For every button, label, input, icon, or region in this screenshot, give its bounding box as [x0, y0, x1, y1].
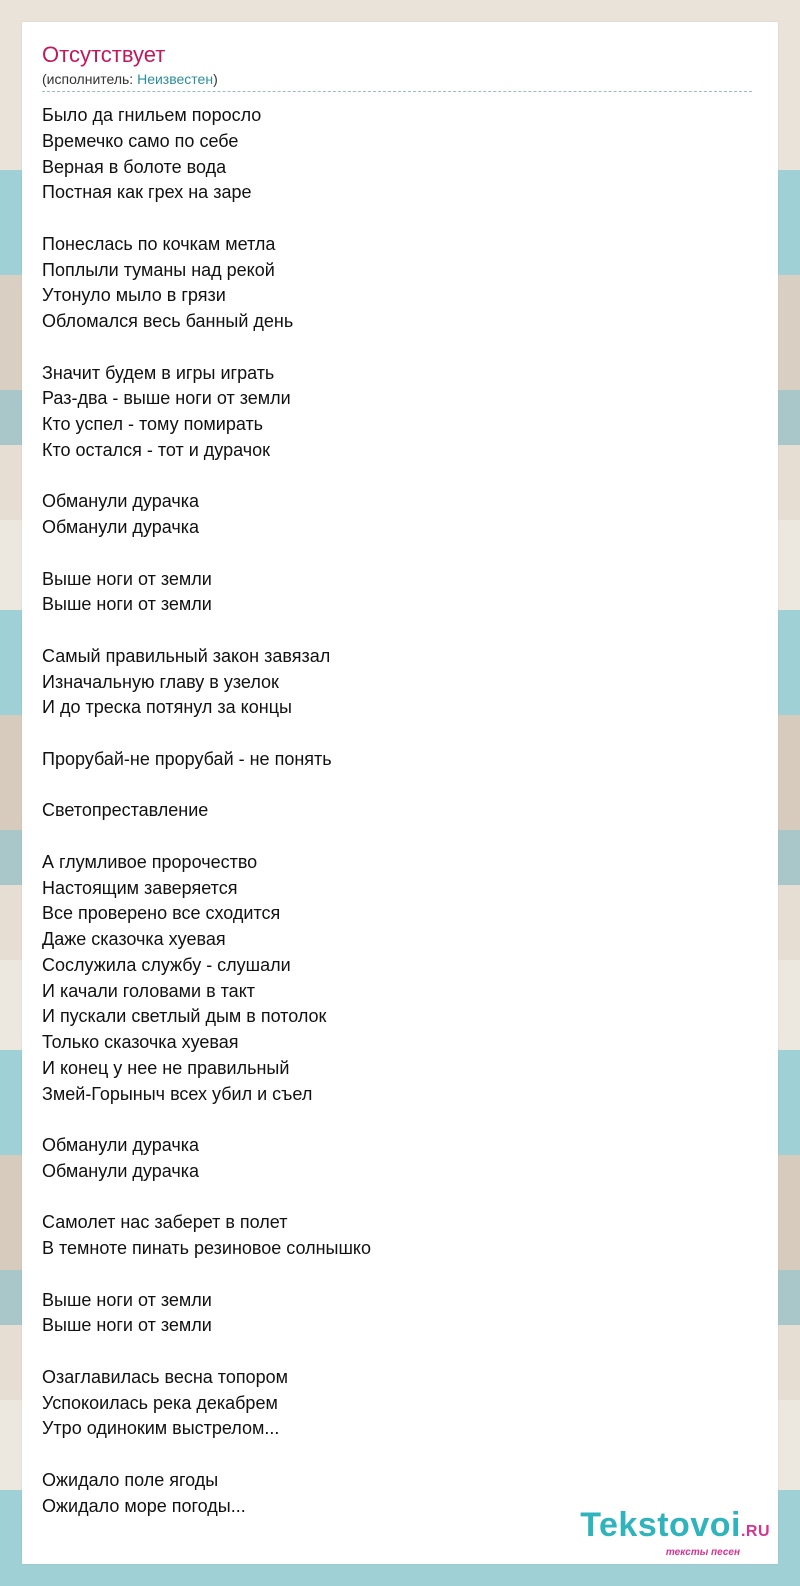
- artist-line: [42, 69, 758, 89]
- song-title: Отсутствует: [42, 42, 166, 67]
- lyric-line: Ожидало море погоды...: [42, 1495, 246, 1516]
- logo-subtitle: тексты песен: [665, 1547, 740, 1558]
- lyric-line: Кто успел - тому помирать: [42, 414, 264, 434]
- lyric-line: В темноте пинать резиновое солнышко: [42, 1238, 372, 1258]
- lyric-line: Поплыли туманы над рекой: [42, 259, 275, 280]
- lyrics-body: [42, 103, 758, 1519]
- lyric-line: И до треска потянул за концы: [42, 697, 292, 718]
- lyric-line: Было да гнильем поросло: [42, 105, 262, 125]
- lyric-line: Выше ноги от земли: [42, 568, 212, 589]
- lyric-line: Утро одиноким выстрелом...: [42, 1418, 280, 1439]
- lyric-line: Понеслась по кочкам метла: [42, 233, 276, 254]
- lyric-line: Самый правильный закон завязал: [42, 645, 331, 666]
- lyric-line: Успокоилась река декабрем: [42, 1392, 278, 1413]
- lyric-blank-line: [42, 464, 758, 490]
- lyric-line: Сослужила службу - слушали: [42, 954, 291, 975]
- lyric-line: Верная в болоте вода: [42, 156, 227, 177]
- lyric-blank-line: [42, 206, 758, 232]
- lyric-line: Времечко само по себе: [42, 130, 239, 151]
- lyric-line: Раз-два - выше ноги от земли: [42, 388, 291, 409]
- lyric-line: Только сказочка хуевая: [42, 1032, 239, 1052]
- lyrics-card: [22, 22, 778, 1564]
- lyric-line: И пускали светлый дым в потолок: [42, 1006, 327, 1027]
- header-divider: [42, 91, 752, 92]
- lyric-line: Прорубай-не прорубай - не понять: [42, 748, 332, 769]
- lyric-line: Обманули дурачка: [42, 491, 199, 512]
- artist-link[interactable]: Неизвестен: [137, 71, 214, 87]
- lyric-blank-line: [42, 335, 758, 361]
- lyric-blank-line: [42, 721, 758, 747]
- lyric-blank-line: [42, 1442, 758, 1468]
- artist-suffix: ): [213, 71, 218, 87]
- lyric-line: Змей-Горыныч всех убил и съел: [42, 1083, 313, 1104]
- lyric-blank-line: [42, 773, 758, 799]
- logo-wordmark: [580, 1508, 770, 1549]
- lyric-line: Выше ноги от земли: [42, 1315, 212, 1336]
- lyric-line: Обломался весь банный день: [42, 311, 294, 331]
- lyric-blank-line: [42, 1339, 758, 1365]
- lyric-line: Обманули дурачка: [42, 1135, 199, 1155]
- lyric-line: Кто остался - тот и дурачок: [42, 439, 270, 460]
- lyric-blank-line: [42, 618, 758, 644]
- lyric-blank-line: [42, 824, 758, 850]
- lyric-line: Обманули дурачка: [42, 517, 199, 537]
- lyric-line: Ожидало поле ягоды: [42, 1469, 219, 1490]
- logo-tld: .RU: [740, 1523, 770, 1540]
- site-logo[interactable]: [580, 1508, 770, 1558]
- logo-main-text: Tekstovoi: [580, 1506, 741, 1544]
- lyric-line: Значит будем в игры играть: [42, 362, 275, 383]
- lyric-line: Самолет нас заберет в полет: [42, 1212, 288, 1233]
- artist-prefix: (исполнитель:: [42, 71, 138, 87]
- lyric-line: Утонуло мыло в грязи: [42, 285, 226, 306]
- lyric-line: Изначальную главу в узелок: [42, 671, 279, 692]
- lyric-line: И качали головами в такт: [42, 980, 256, 1001]
- lyric-blank-line: [42, 1185, 758, 1211]
- lyric-line: Даже сказочка хуевая: [42, 929, 226, 949]
- lyric-line: Выше ноги от земли: [42, 594, 212, 615]
- lyric-line: Выше ноги от земли: [42, 1289, 212, 1310]
- lyric-line: И конец у нее не правильный: [42, 1057, 290, 1078]
- lyric-blank-line: [42, 541, 758, 567]
- lyric-blank-line: [42, 1107, 758, 1133]
- lyric-line: Все проверено все сходится: [42, 903, 281, 924]
- lyric-line: Обманули дурачка: [42, 1160, 199, 1181]
- lyric-line: Постная как грех на заре: [42, 182, 252, 203]
- lyric-line: А глумливое пророчество: [42, 851, 258, 872]
- lyric-line: Светопреставление: [42, 800, 209, 821]
- lyric-line: Озаглавилась весна топором: [42, 1366, 288, 1387]
- lyric-blank-line: [42, 1262, 758, 1288]
- lyric-line: Настоящим заверяется: [42, 877, 238, 898]
